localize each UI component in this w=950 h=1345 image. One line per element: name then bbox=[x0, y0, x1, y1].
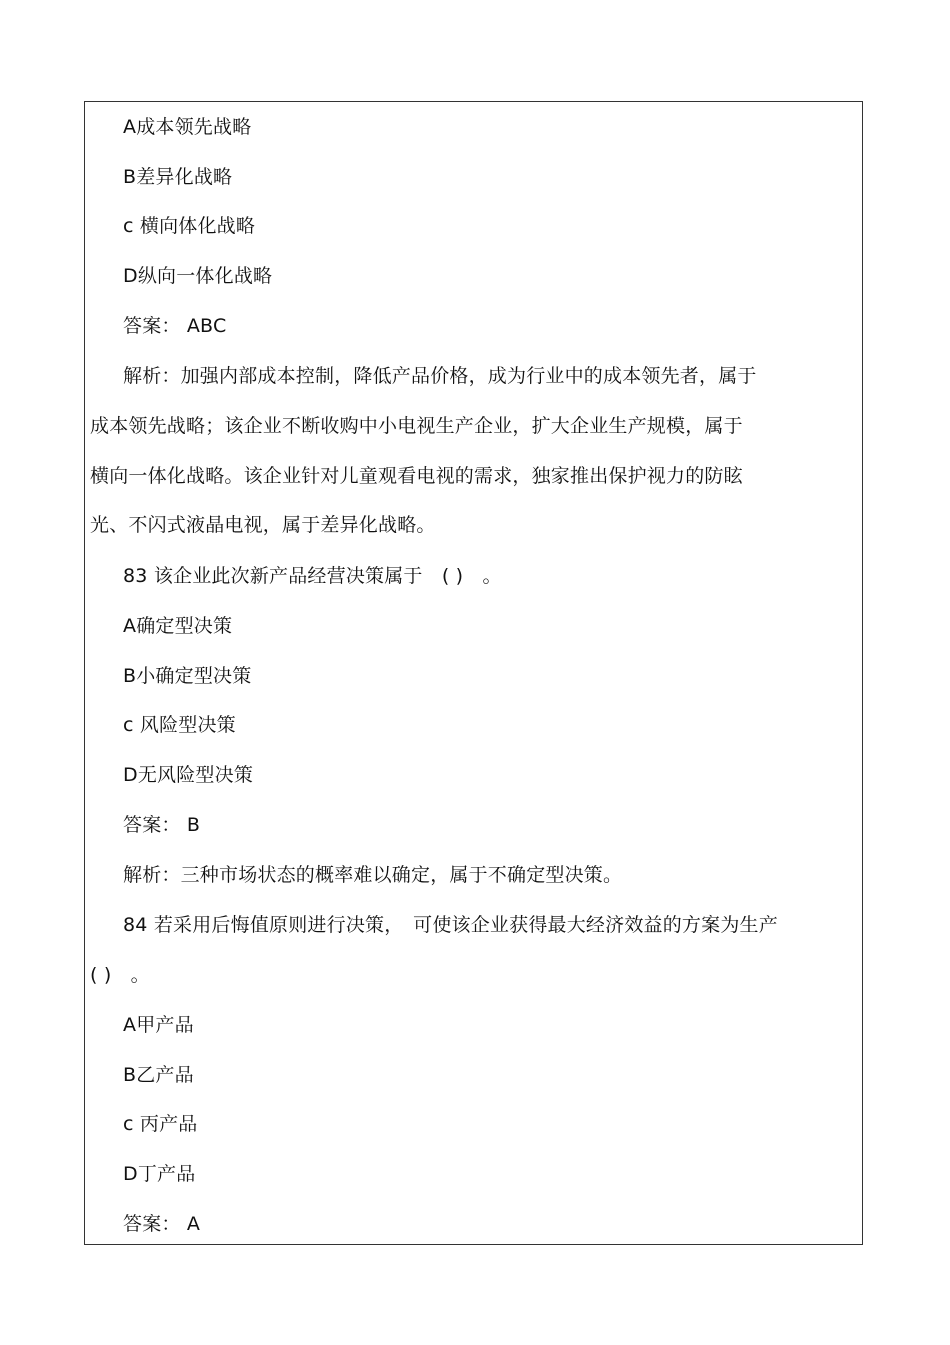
q82-analysis-line-1: 解析：加强内部成本控制，降低产品价格，成为行业中的成本领先者，属于 bbox=[123, 365, 757, 387]
q83-option-d: D无风险型决策 bbox=[123, 764, 254, 786]
q84-question-line-1: 84 若采用后悔值原则进行决策， 可使该企业获得最大经济效益的方案为生产 bbox=[123, 914, 778, 936]
q84-option-b: B乙产品 bbox=[123, 1064, 194, 1086]
q84-option-c: c 丙产品 bbox=[123, 1113, 198, 1135]
q82-option-a: A成本领先战略 bbox=[123, 116, 252, 138]
q82-option-d: D纵向一体化战略 bbox=[123, 265, 273, 287]
q83-answer: 答案： B bbox=[123, 814, 201, 836]
q84-answer: 答案： A bbox=[123, 1213, 201, 1235]
q83-analysis: 解析：三种市场状态的概率难以确定，属于不确定型决策。 bbox=[123, 864, 623, 886]
q83-question: 83 该企业此次新产品经营决策属于 ( ) 。 bbox=[123, 565, 502, 587]
q82-option-b: B差异化战略 bbox=[123, 166, 233, 188]
q83-option-c: c 风险型决策 bbox=[123, 714, 236, 736]
q83-option-a: A确定型决策 bbox=[123, 615, 233, 637]
q84-option-d: D丁产品 bbox=[123, 1163, 196, 1185]
q84-question-line-2: ( ) 。 bbox=[90, 964, 150, 986]
q83-option-b: B小确定型决策 bbox=[123, 665, 252, 687]
q82-analysis-line-3: 横向一体化战略。该企业针对儿童观看电视的需求，独家推出保护视力的防眩 bbox=[90, 465, 743, 487]
q82-analysis-line-2: 成本领先战略；该企业不断收购中小电视生产企业，扩大企业生产规模，属于 bbox=[90, 415, 743, 437]
q84-option-a: A甲产品 bbox=[123, 1014, 194, 1036]
q82-analysis-line-4: 光、不闪式液晶电视，属于差异化战略。 bbox=[90, 514, 436, 536]
q82-option-c: c 横向体化战略 bbox=[123, 215, 256, 237]
q82-answer: 答案： ABC bbox=[123, 315, 227, 337]
